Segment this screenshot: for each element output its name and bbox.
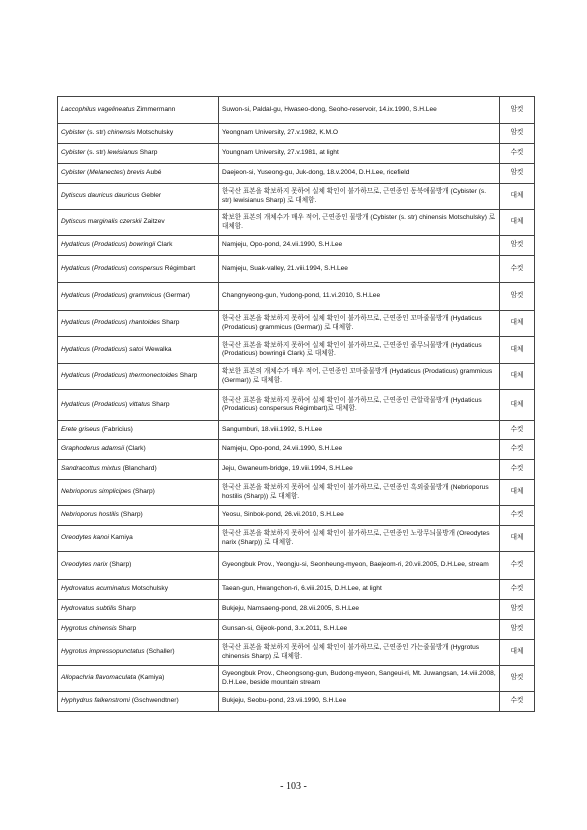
species-name-cell — [58, 184, 219, 210]
species-name-cell — [58, 460, 219, 480]
species-name-italic: Hydaticus — [61, 345, 90, 353]
species-name-text: Wewalka — [143, 345, 172, 353]
table-row — [58, 97, 535, 124]
species-name-italic: Hydrovatus acuminatus — [61, 585, 130, 593]
species-name-text: (Blanchard) — [120, 465, 157, 473]
species-name-italic: Hydrovatus subtilis — [61, 605, 117, 613]
species-name-italic: Hyphydrus falkenstromi — [61, 697, 130, 705]
species-name-text: (Gschwendtner) — [129, 697, 179, 705]
table-row — [58, 390, 535, 421]
species-name-text: ( — [89, 345, 94, 353]
species-name-italic: Prodaticus — [93, 319, 126, 327]
specimen-record-cell: Taean-gun, Hwangchon-ri, 6.viii.2015, D.H.Lee, at light — [219, 580, 500, 600]
table-row — [58, 337, 535, 364]
specimen-record-cell: 한국산 표본을 확보하지 못하여 실체 확인이 불가하므로, 근연종인 줄무늬물방개 (Hydaticus (Prodaticus) bowringii Clark) 로 대체함. — [219, 337, 500, 364]
specimen-record-cell: Youngnam University, 27.v.1981, at light — [219, 144, 500, 164]
species-name-text: ) — [122, 169, 127, 177]
species-name-text: ( — [89, 400, 94, 408]
specimen-record-cell: Yeongnam University, 27.v.1982, K.M.O — [219, 124, 500, 144]
sex-cell: 수컷 — [500, 692, 535, 712]
specimen-record-cell: 한국산 표본을 확보하지 못하여 실체 확인이 불가하므로, 근연종인 꼬마줄물방개 (Hydaticus (Prodaticus) grammicus (Germar)) 로 대체함. — [219, 311, 500, 337]
specimen-record-cell: 한국산 표본을 확보하지 못하여 실체 확인이 불가하므로, 근연종인 동북애물방개 (Cybister (s. str) lewisianus Sharp) 로 대체함. — [219, 184, 500, 210]
species-name-text: Gebler — [139, 192, 162, 200]
table-row — [58, 666, 535, 692]
specimen-table — [57, 96, 535, 712]
species-name-italic: Hydaticus — [61, 264, 90, 272]
specimen-record-cell: 확보한 표본의 개체수가 매우 적어, 근연종인 꼬마줄물방개 (Hydaticus (Prodaticus) grammicus (Germar)) 로 대체함. — [219, 364, 500, 390]
species-name-cell — [58, 144, 219, 164]
species-name-text: (s. str) — [85, 149, 108, 157]
species-name-cell — [58, 164, 219, 184]
sex-cell: 대체 — [500, 210, 535, 236]
table-row — [58, 164, 535, 184]
specimen-record-cell: Daejeon-si, Yuseong-gu, Juk-dong, 18.v.2004, D.H.Lee, ricefield — [219, 164, 500, 184]
species-name-cell — [58, 256, 219, 283]
species-name-cell — [58, 421, 219, 440]
species-name-text: ( — [85, 169, 90, 177]
species-name-text: (Germar) — [161, 292, 190, 300]
species-name-italic: brevis — [126, 169, 145, 177]
species-name-text: ) — [125, 345, 130, 353]
species-name-italic: Melanectes — [89, 169, 123, 177]
species-name-italic: Hydaticus — [61, 400, 90, 408]
sex-cell: 수컷 — [500, 256, 535, 283]
specimen-record-cell: Suwon-si, Paldal-gu, Hwaseo-dong, Seoho-reservoir, 14.ix.1990, S.H.Lee — [219, 97, 500, 124]
sex-cell: 대체 — [500, 480, 535, 506]
species-name-italic: Cybister — [61, 149, 86, 157]
species-name-cell — [58, 210, 219, 236]
species-name-cell — [58, 552, 219, 580]
species-name-italic: Dytiscus marginalis czerskii — [61, 218, 142, 226]
species-name-italic: thermonectoides — [129, 372, 178, 380]
species-name-cell — [58, 580, 219, 600]
species-name-text: Sharp — [137, 149, 158, 157]
table-row — [58, 460, 535, 480]
species-name-text: (Kamiya) — [136, 674, 165, 682]
table-row — [58, 506, 535, 526]
species-name-italic: chinensis — [107, 129, 136, 137]
sex-cell: 암컷 — [500, 124, 535, 144]
species-name-italic: Hygrotus impressopunctatus — [61, 648, 145, 656]
sex-cell: 대체 — [500, 526, 535, 552]
sex-cell: 대체 — [500, 364, 535, 390]
species-name-cell — [58, 440, 219, 460]
species-name-italic: bowringii — [129, 241, 156, 249]
specimen-record-cell: Sangumburi, 18.viii.1992, S.H.Lee — [219, 421, 500, 440]
species-name-italic: Graphoderus adamsii — [61, 445, 125, 453]
species-name-text: Sharp — [116, 605, 136, 613]
species-name-text: Sharp — [116, 625, 137, 633]
species-name-text: ( — [89, 372, 94, 380]
sex-cell: 수컷 — [500, 460, 535, 480]
table-row — [58, 480, 535, 506]
species-name-text: Kamiya — [109, 534, 133, 542]
specimen-record-cell: Namjeju, Suak-valley, 21.viii.1994, S.H.Lee — [219, 256, 500, 283]
table-row — [58, 210, 535, 236]
species-name-text: ) — [125, 264, 130, 272]
species-name-italic: Sandracottus mixtus — [61, 465, 121, 473]
species-name-italic: Erete griseus — [61, 425, 100, 433]
table-row — [58, 526, 535, 552]
table-row — [58, 256, 535, 283]
species-name-italic: Hydaticus — [61, 372, 90, 380]
species-name-cell — [58, 666, 219, 692]
sex-cell: 수컷 — [500, 440, 535, 460]
species-name-text: ( — [89, 241, 94, 249]
species-name-italic: Hygrotus chinensis — [61, 625, 117, 633]
species-name-cell — [58, 692, 219, 712]
page-number: - 103 - — [280, 781, 307, 792]
species-name-text: ( — [89, 264, 94, 272]
species-name-italic: vittatus — [129, 400, 151, 408]
specimen-record-cell: Yeosu, Sinbok-pond, 26.vii.2010, S.H.Lee — [219, 506, 500, 526]
species-name-text: (Sharp) — [131, 488, 155, 496]
specimen-record-cell: Namjeju, Opo-pond, 24.vii.1990, S.H.Lee — [219, 236, 500, 256]
species-name-text: (Fabricius) — [99, 425, 133, 433]
species-name-italic: Cybister — [61, 129, 86, 137]
sex-cell: 암컷 — [500, 620, 535, 640]
sex-cell: 암컷 — [500, 164, 535, 184]
species-name-italic: Hydaticus — [61, 292, 90, 300]
table-row — [58, 580, 535, 600]
specimen-record-cell: 한국산 표본을 확보하지 못하여 실체 확인이 불가하므로, 근연종인 흑외줄물방개 (Nebrioporus hostilis (Sharp)) 로 대체함. — [219, 480, 500, 506]
species-name-italic: Nebrioporus hostilis — [61, 511, 119, 519]
specimen-record-cell: 한국산 표본을 확보하지 못하여 실체 확인이 불가하므로, 근연종인 노랑무늬물방개 (Oreodytes narix (Sharp)) 로 대체함. — [219, 526, 500, 552]
sex-cell: 대체 — [500, 390, 535, 421]
species-name-cell — [58, 506, 219, 526]
table-row — [58, 364, 535, 390]
table-row — [58, 283, 535, 311]
species-name-text: ) — [125, 400, 130, 408]
species-name-text: (Clark) — [124, 445, 146, 453]
species-name-italic: Laccophilus vagelineatus — [61, 105, 135, 113]
species-name-text: (Sharp) — [118, 511, 143, 519]
species-name-cell — [58, 640, 219, 666]
sex-cell: 수컷 — [500, 144, 535, 164]
species-name-text: Motschulsky — [129, 585, 169, 593]
species-name-italic: Prodaticus — [93, 241, 126, 249]
species-name-text: ) — [125, 292, 130, 300]
species-name-text: ) — [125, 319, 130, 327]
table-row — [58, 184, 535, 210]
species-name-italic: lewisianus — [107, 149, 138, 157]
table-row — [58, 692, 535, 712]
species-name-italic: Oreodytes narix — [61, 561, 108, 569]
sex-cell: 암컷 — [500, 236, 535, 256]
table-row — [58, 124, 535, 144]
species-name-italic: Dytiscus dauricus dauricus — [61, 192, 140, 200]
sex-cell: 암컷 — [500, 600, 535, 620]
table-row — [58, 440, 535, 460]
specimen-record-cell: 확보한 표본의 개체수가 매우 적어, 근연종인 물방개 (Cybister (s. str) chinensis Motschulsky) 로 대체함. — [219, 210, 500, 236]
species-name-text: ) — [125, 372, 130, 380]
sex-cell: 대체 — [500, 184, 535, 210]
specimen-record-cell: Namjeju, Opo-pond, 24.vii.1990, S.H.Lee — [219, 440, 500, 460]
species-name-italic: Prodaticus — [93, 400, 126, 408]
sex-cell: 수컷 — [500, 580, 535, 600]
species-name-cell — [58, 480, 219, 506]
species-name-cell — [58, 364, 219, 390]
species-name-cell — [58, 600, 219, 620]
specimen-record-cell: 한국산 표본을 확보하지 못하여 실체 확인이 불가하므로, 근연종인 큰알락물방개 (Hydaticus (Prodaticus) conspersus Régimbart)로 대체함. — [219, 390, 500, 421]
species-name-text: (Schaller) — [144, 648, 175, 656]
species-name-text: ( — [89, 319, 94, 327]
species-name-cell — [58, 236, 219, 256]
species-name-cell — [58, 620, 219, 640]
species-name-text: Sharp — [159, 319, 180, 327]
table-row — [58, 144, 535, 164]
species-name-text: Clark — [155, 241, 173, 249]
table-row — [58, 311, 535, 337]
species-name-cell — [58, 97, 219, 124]
table-row — [58, 552, 535, 580]
species-name-cell — [58, 124, 219, 144]
table-row — [58, 620, 535, 640]
species-name-italic: Prodaticus — [93, 264, 126, 272]
species-name-cell — [58, 390, 219, 421]
species-name-cell — [58, 283, 219, 311]
species-name-italic: Prodaticus — [93, 345, 126, 353]
species-name-italic: Prodaticus — [93, 372, 126, 380]
species-name-text: ( — [89, 292, 94, 300]
specimen-record-cell: Gyeongbuk Prov., Cheongsong-gun, Budong-myeon, Sangeui-ri, Mt. Juwangsan, 14.viii.2008, D.H.Lee, beside mountain stream — [219, 666, 500, 692]
sex-cell: 암컷 — [500, 97, 535, 124]
species-name-italic: grammicus — [129, 292, 162, 300]
species-name-italic: rhantoides — [129, 319, 160, 327]
species-name-italic: Cybister — [61, 169, 86, 177]
species-name-text: Zimmermann — [134, 105, 176, 113]
sex-cell: 암컷 — [500, 283, 535, 311]
sex-cell: 대체 — [500, 337, 535, 364]
table-row — [58, 600, 535, 620]
sex-cell: 암컷 — [500, 666, 535, 692]
species-name-text: ) — [125, 241, 130, 249]
specimen-record-cell: Changnyeong-gun, Yudong-pond, 11.vi.2010, S.H.Lee — [219, 283, 500, 311]
species-name-italic: satoi — [129, 345, 144, 353]
specimen-record-cell: Gyeongbuk Prov., Yeongju-si, Seonheung-myeon, Baejeom-ri, 20.vii.2005, D.H.Lee, stream — [219, 552, 500, 580]
species-name-italic: conspersus — [129, 264, 163, 272]
species-name-text: Sharp — [150, 400, 170, 408]
species-name-cell — [58, 526, 219, 552]
table-row — [58, 236, 535, 256]
species-name-text: (Sharp) — [107, 561, 132, 569]
sex-cell: 수컷 — [500, 421, 535, 440]
sex-cell: 대체 — [500, 640, 535, 666]
table-row — [58, 640, 535, 666]
table-row — [58, 421, 535, 440]
species-name-text: Régimbart — [162, 264, 196, 272]
species-name-text: (s. str) — [85, 129, 108, 137]
species-name-italic: Hydaticus — [61, 241, 90, 249]
species-name-italic: Hydaticus — [61, 319, 90, 327]
sex-cell: 수컷 — [500, 552, 535, 580]
species-name-italic: Oreodytes kanoi — [61, 534, 110, 542]
sex-cell: 대체 — [500, 311, 535, 337]
species-name-text: Motschulsky — [135, 129, 174, 137]
specimen-record-cell: Bukjeju, Seobu-pond, 23.vii.1990, S.H.Lee — [219, 692, 500, 712]
species-name-text: Zaitzev — [141, 218, 165, 226]
specimen-record-cell: Gunsan-si, Gijeok-pond, 3.x.2011, S.H.Lee — [219, 620, 500, 640]
species-name-cell — [58, 311, 219, 337]
species-name-text: Sharp — [177, 372, 198, 380]
species-name-italic: Allopachria flavomaculata — [61, 674, 137, 682]
specimen-record-cell: Jeju, Gwaneum-bridge, 19.viii.1994, S.H.Lee — [219, 460, 500, 480]
species-name-text: Aubé — [144, 169, 162, 177]
sex-cell: 수컷 — [500, 506, 535, 526]
species-name-italic: Prodaticus — [93, 292, 126, 300]
species-name-cell — [58, 337, 219, 364]
species-name-italic: Nebrioporus simplicipes — [61, 488, 131, 496]
specimen-record-cell: Bukjeju, Namsaeng-pond, 28.vii.2005, S.H.Lee — [219, 600, 500, 620]
specimen-record-cell: 한국산 표본을 확보하지 못하여 실체 확인이 불가하므로, 근연종인 가는줄물방개 (Hygrotus chinensis Sharp) 로 대체함. — [219, 640, 500, 666]
specimen-table-body — [58, 97, 535, 712]
